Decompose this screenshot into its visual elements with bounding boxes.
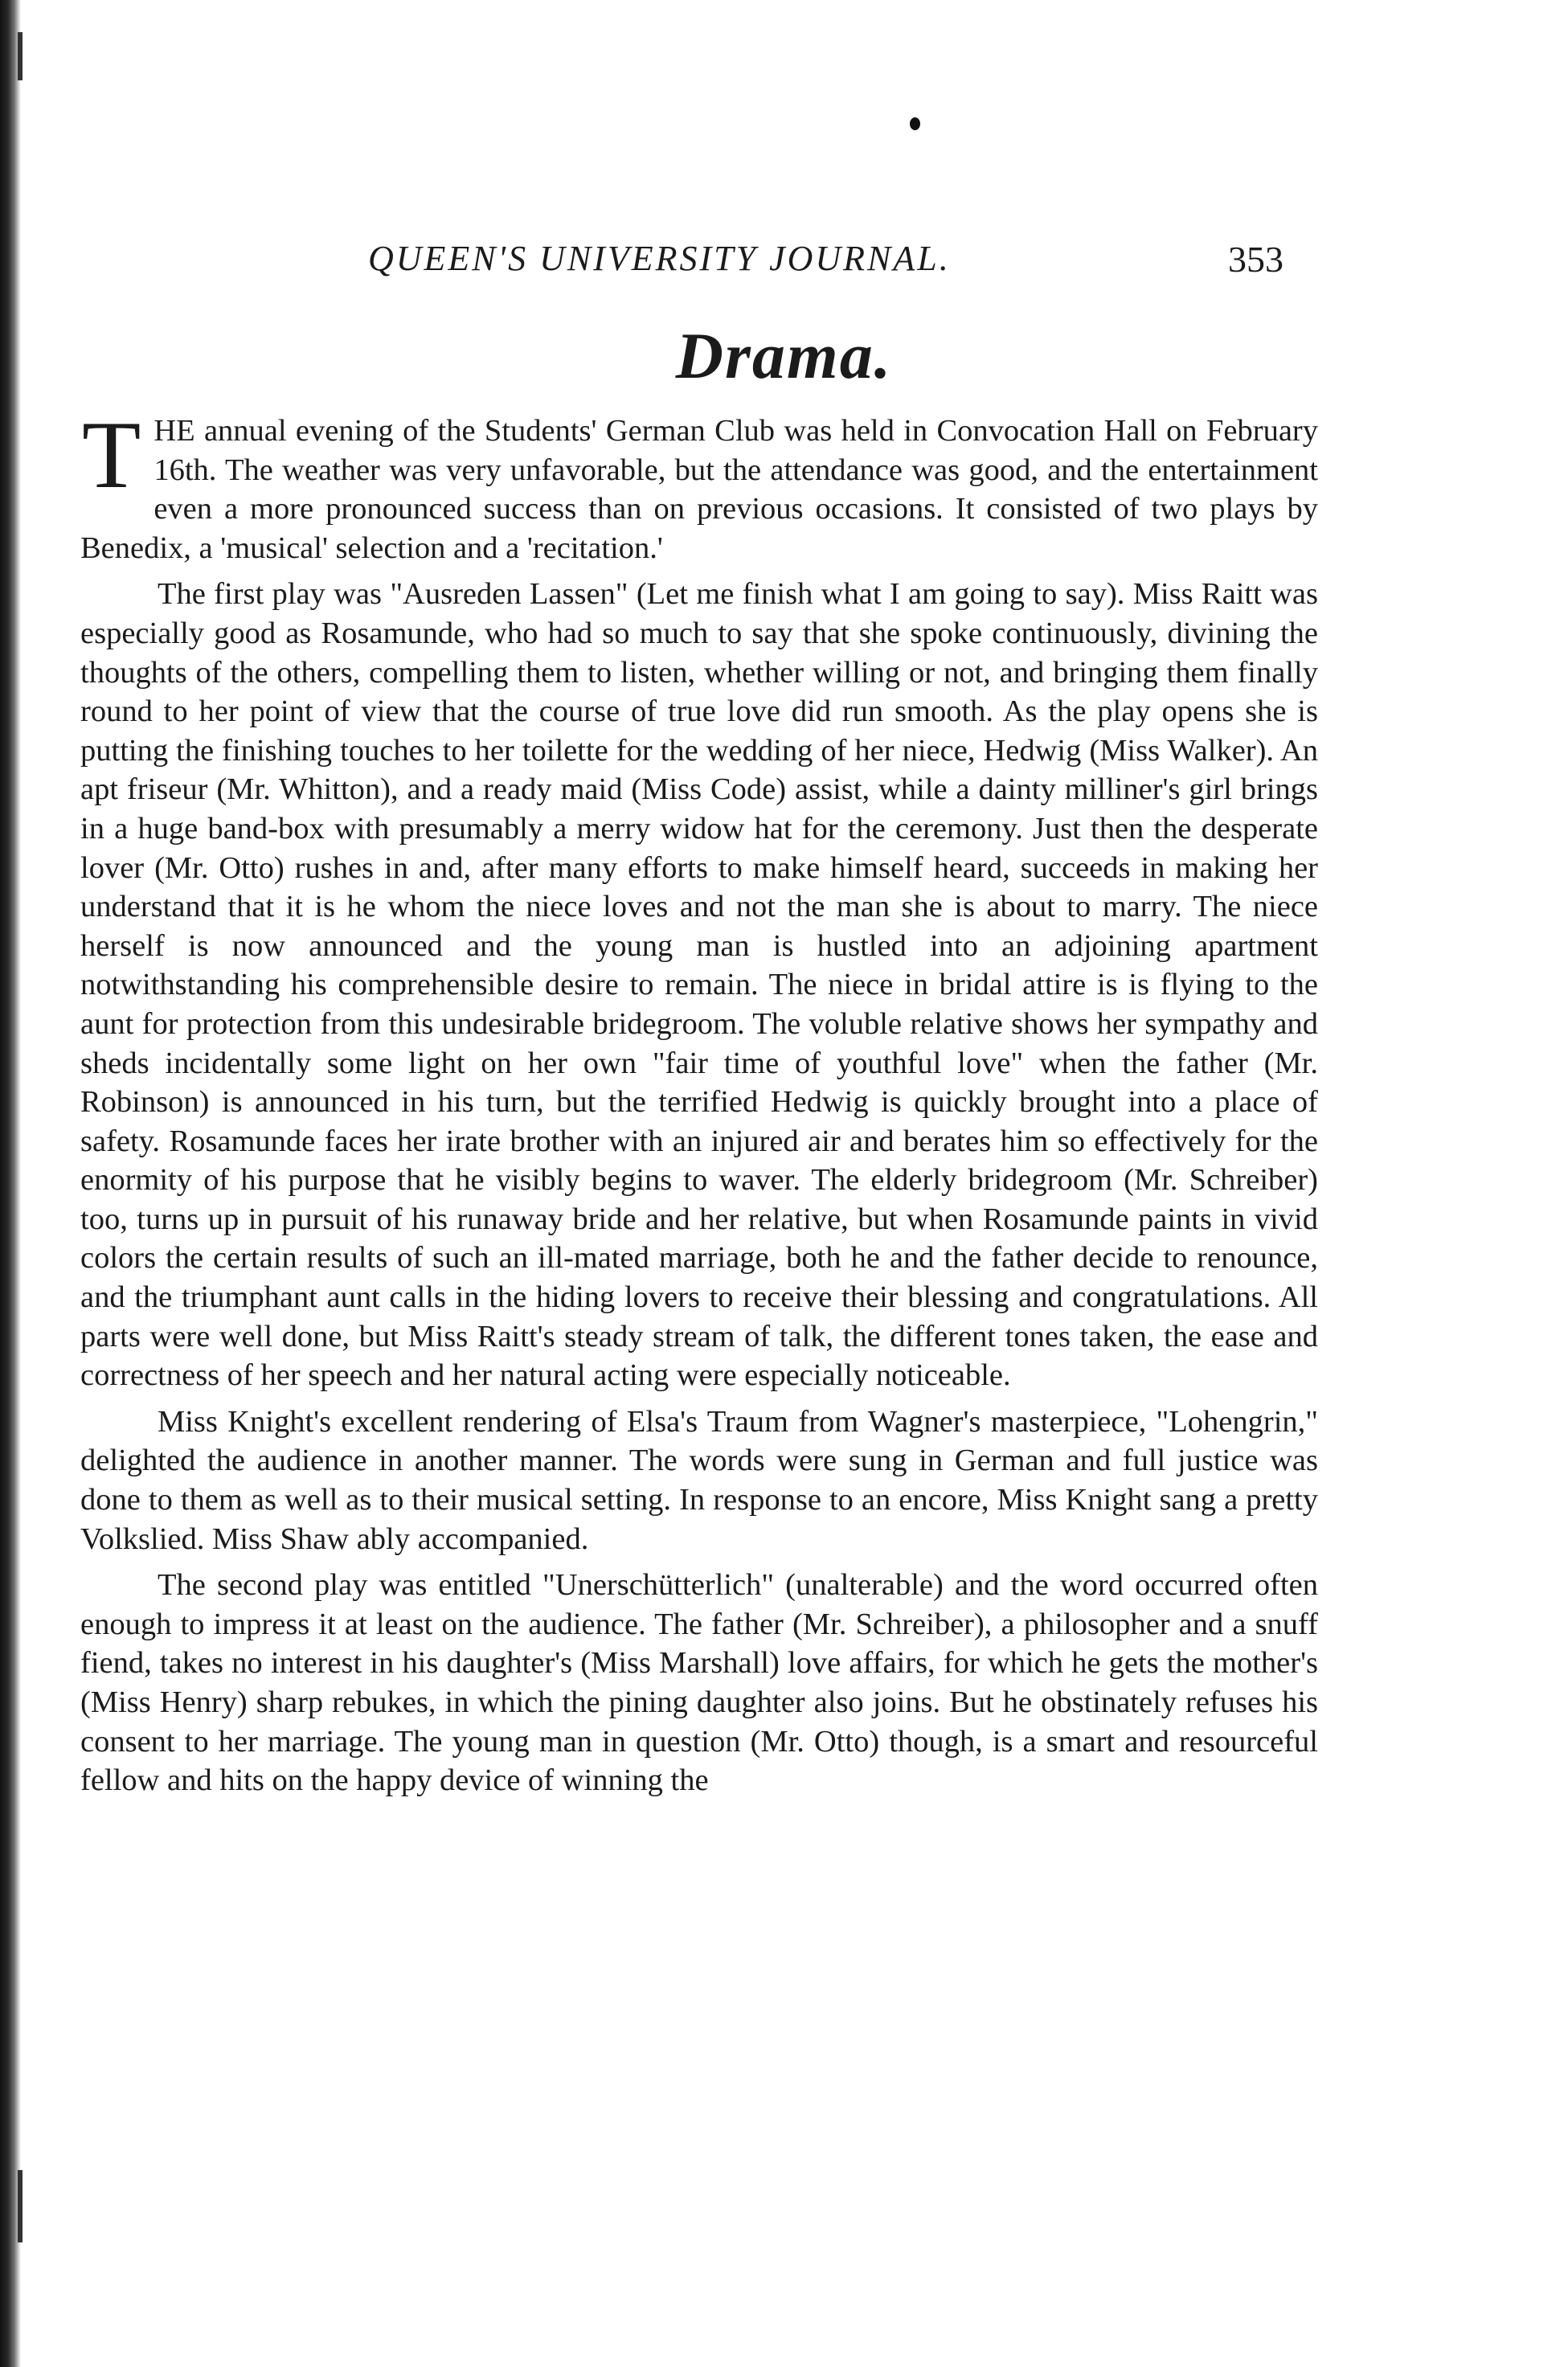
ink-dot-mark <box>910 117 920 130</box>
section-title: Drama. <box>675 319 893 392</box>
journal-name: QUEEN'S UNIVERSITY JOURNAL. <box>368 239 951 278</box>
page-number: 353 <box>1228 239 1283 280</box>
running-header <box>0 238 1568 286</box>
binding-speck <box>18 32 23 80</box>
paragraph: The second play was entitled "Unerschütterlich" (unalterable) and the word occurred often enough to impress it at least on the audience. The father (Mr. Schreiber), a philosopher and a snuff fiend, takes no interest in his daughter's (Miss Marshall) love affairs, for which he gets the mother's (Miss Henry) sharp rebukes, in which the pining daughter also joins. But he obstinately refuses his consent to her marriage. The young man in question (Mr. Otto) though, is a smart and resourceful fellow and hits on the happy device of winning the <box>80 1568 1318 1798</box>
paragraph-text: HE annual evening of the Students' German Club was held in Convocation Hall on February 16th. The weather was very unfavorable, but the attendance was good, and the entertainment even a more pronounced success than on previous occasions. It consisted of two plays by Benedix, a 'musical' selection and a 'recitation.' <box>80 414 1318 565</box>
paragraph <box>80 401 1318 567</box>
article-body <box>80 401 1318 1808</box>
paragraph: Miss Knight's excellent rendering of Elsa's Traum from Wagner's masterpiece, "Lohengrin," delighted the audience in another manner. The words were sung in German and full justice was done to them as well as to their musical setting. In response to an encore, Miss Knight sang a pretty Volkslied. Miss Shaw ably accompanied. <box>80 1404 1318 1556</box>
paragraph: The first play was "Ausreden Lassen" (Let me finish what I am going to say). Miss Raitt was especially good as Rosamunde, who had so much to say that she spoke continuously, divining the thoughts of the others, compelling them to listen, whether willing or not, and bringing them finally round to her point of view that the course of true love did run smooth. As the play opens she is putting the finishing touches to her toilette for the wedding of her niece, Hedwig (Miss Walker). An apt friseur (Mr. Whitton), and a ready maid (Miss Code) assist, while a dainty milliner's girl brings in a huge band-box with presumably a merry widow hat for the ceremony. Just then the desperate lover (Mr. Otto) rushes in and, after many efforts to make himself heard, succeeds in making her understand that it is he whom the niece loves and not the man she is about to marry. The niece herself is now announced and the young man is hustled into an adjoining apartment notwithstanding his comprehensible desire to remain. The niece in bridal attire is is flying to the aunt for protection from this undesirable bridegroom. The voluble relative shows her sympathy and sheds incidentally some light on her own "fair time of youthful love" when the father (Mr. Robinson) is announced in his turn, but the terrified Hedwig is quickly brought into a place of safety. Rosamunde faces her irate brother with an injured air and berates him so effectively for the enormity of his purpose that he visibly begins to waver. The elderly bridegroom (Mr. Schreiber) too, turns up in pursuit of his runaway bride and her relative, but when Rosamunde paints in vivid colors the certain results of such an ill-mated marriage, both he and the father decide to renounce, and the triumphant aunt calls in the hiding lovers to receive their blessing and congratulations. All parts were well done, but Miss Raitt's steady stream of talk, the different tones taken, the ease and correctness of her speech and her natural acting were especially noticeable. <box>80 577 1318 1393</box>
binding-speck <box>18 2170 23 2242</box>
drop-cap: T <box>82 401 141 508</box>
